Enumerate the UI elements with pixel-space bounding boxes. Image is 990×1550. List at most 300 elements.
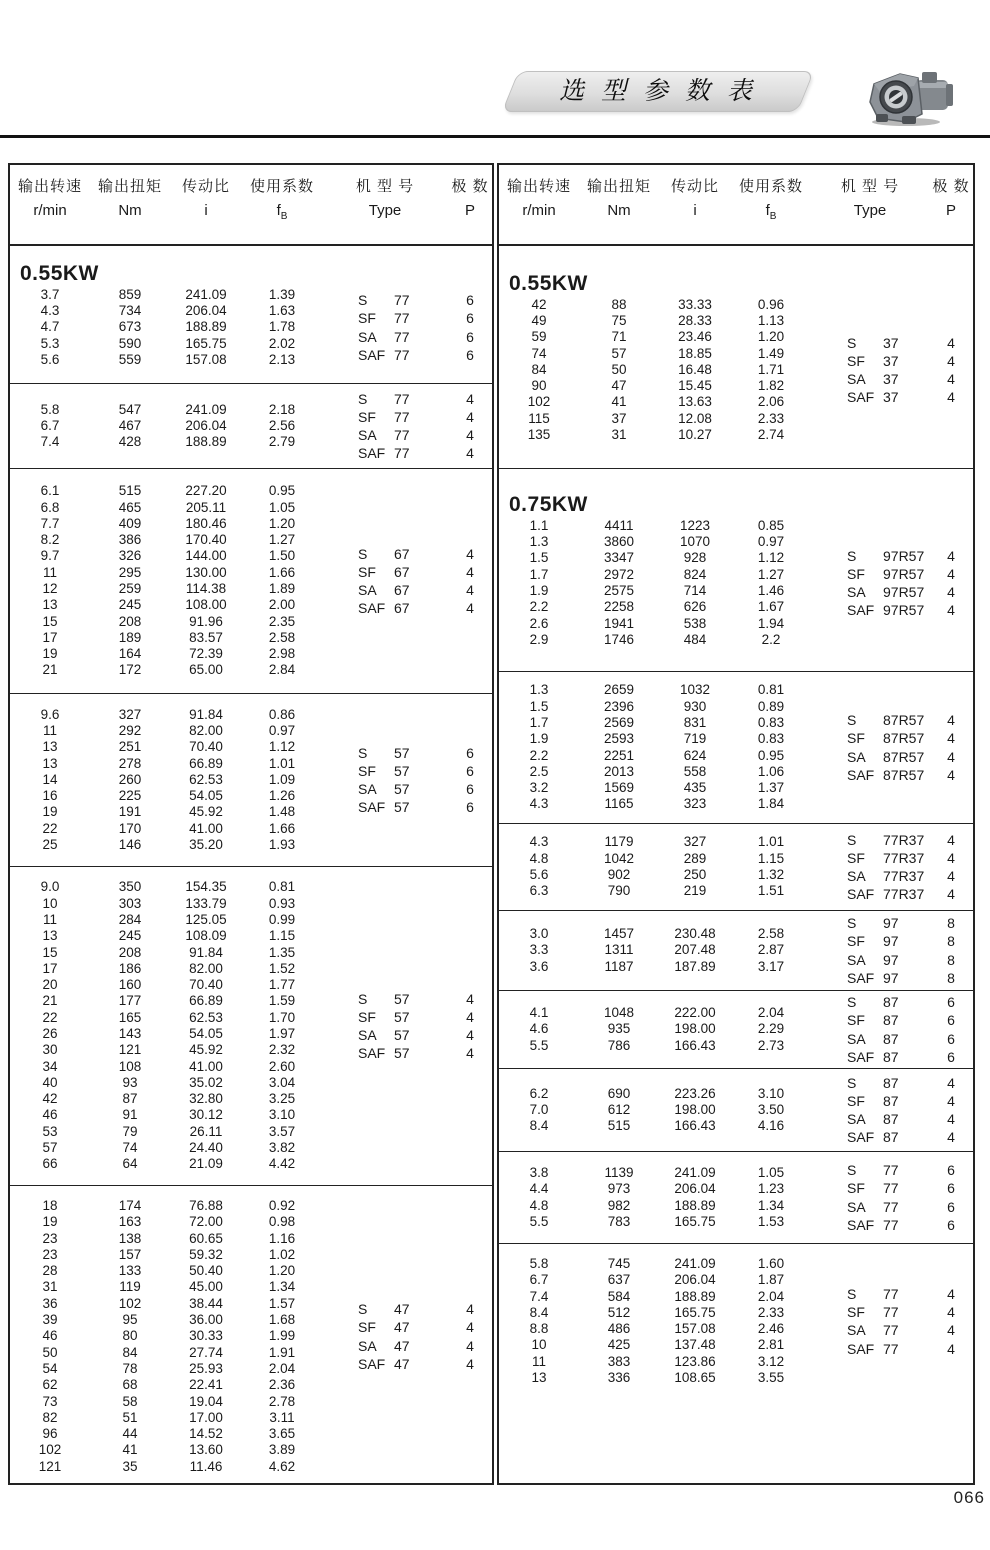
table-block xyxy=(499,910,973,990)
poles-value: 4 xyxy=(947,1322,955,1339)
type-row xyxy=(847,1198,973,1216)
poles-value: 6 xyxy=(466,346,474,363)
service-factor-value: 0.83 xyxy=(757,714,785,730)
ratio-value: 223.26 xyxy=(674,1085,716,1101)
service-factor-value: 1.99 xyxy=(268,1328,296,1344)
type-prefix: S xyxy=(358,545,368,562)
ratio-value: 17.00 xyxy=(189,1409,223,1425)
speed-value: 3.6 xyxy=(529,958,549,974)
type-size: 87 xyxy=(883,1074,899,1091)
service-factor-value: 0.92 xyxy=(268,1198,296,1213)
type-prefix: S xyxy=(847,712,857,729)
ratio-value: 206.04 xyxy=(674,1181,716,1197)
ratio-value: 108.09 xyxy=(185,928,227,944)
speed-value: 5.6 xyxy=(529,867,549,882)
block-body xyxy=(499,830,973,903)
torque-value: 1746 xyxy=(603,631,635,647)
speed-value: 4.3 xyxy=(529,834,549,850)
type-row xyxy=(847,370,973,388)
poles-value: 6 xyxy=(466,799,474,816)
type-prefix: SF xyxy=(847,1304,865,1321)
page-title: 选 型 参 数 表 xyxy=(559,77,757,105)
speed-value: 1.9 xyxy=(529,731,549,747)
ratio-value: 1070 xyxy=(679,534,711,550)
type-prefix: SAF xyxy=(358,445,386,462)
type-size: 87R57 xyxy=(883,730,925,747)
ratio-value: 133.79 xyxy=(185,895,227,911)
speed-value: 26 xyxy=(42,1026,58,1041)
service-factor-value: 2.35 xyxy=(268,613,296,629)
torque-value: 146 xyxy=(118,837,142,853)
type-row xyxy=(847,748,973,766)
torque-value: 78 xyxy=(122,1360,138,1376)
block-body xyxy=(499,518,973,648)
ratio-value: 538 xyxy=(683,615,707,631)
poles-value: 6 xyxy=(947,1198,955,1215)
ratio-value: 289 xyxy=(683,850,707,866)
service-factor-value: 1.71 xyxy=(757,361,785,377)
ratio-value: 41.00 xyxy=(189,820,223,836)
type-prefix: SF xyxy=(358,762,376,779)
service-factor-value: 1.37 xyxy=(757,780,785,796)
service-factor-value: 1.15 xyxy=(757,850,785,866)
type-row xyxy=(847,583,973,601)
speed-value: 9.0 xyxy=(40,879,60,895)
torque-value: 164 xyxy=(118,646,142,662)
torque-value: 170 xyxy=(118,820,142,836)
speed-value: 2.6 xyxy=(529,615,549,631)
type-size: 77R37 xyxy=(883,831,925,848)
type-size: 87 xyxy=(883,1048,899,1065)
service-factor-value: 2.58 xyxy=(757,926,785,942)
data-grid xyxy=(499,1165,811,1230)
type-prefix: S xyxy=(847,547,857,564)
torque-value: 4411 xyxy=(604,517,634,533)
ratio-value: 76.88 xyxy=(189,1198,223,1213)
poles-value: 8 xyxy=(947,933,955,950)
torque-value: 2569 xyxy=(603,714,635,730)
ratio-value: 165.75 xyxy=(674,1213,716,1229)
torque-value: 91 xyxy=(122,1107,138,1123)
type-size: 97 xyxy=(883,969,899,986)
torque-value: 95 xyxy=(122,1312,138,1328)
ratio-value: 123.86 xyxy=(674,1353,716,1369)
block-body xyxy=(10,1198,492,1475)
type-prefix: SAF xyxy=(847,1340,875,1357)
block-body xyxy=(10,287,492,368)
torque-value: 350 xyxy=(118,879,142,895)
service-factor-value: 3.10 xyxy=(757,1085,785,1101)
torque-value: 41 xyxy=(611,394,627,410)
service-factor-value: 2.32 xyxy=(268,1042,296,1058)
type-prefix: SAF xyxy=(358,1355,386,1372)
speed-value: 2.5 xyxy=(529,763,549,779)
block-body xyxy=(499,914,973,987)
speed-value: 135 xyxy=(527,427,551,443)
torque-value: 1165 xyxy=(604,796,634,812)
type-list xyxy=(322,389,492,462)
type-size: 77 xyxy=(394,346,410,363)
ratio-value: 157.08 xyxy=(674,1321,716,1337)
type-size: 97R57 xyxy=(883,602,925,619)
type-prefix: SA xyxy=(358,781,377,798)
ratio-value: 930 xyxy=(683,698,707,714)
type-size: 77 xyxy=(394,328,410,345)
speed-value: 7.4 xyxy=(40,434,60,450)
service-factor-value: 0.85 xyxy=(757,517,785,533)
type-row xyxy=(358,581,492,599)
service-factor-value: 1.87 xyxy=(757,1272,785,1288)
type-row xyxy=(847,711,973,729)
ratio-value: 83.57 xyxy=(189,629,223,645)
type-row xyxy=(358,389,492,407)
service-factor-value: 3.25 xyxy=(268,1091,296,1107)
torque-value: 119 xyxy=(119,1279,141,1295)
poles-value: 6 xyxy=(947,994,955,1011)
ratio-value: 241.09 xyxy=(674,1256,716,1271)
speed-value: 1.9 xyxy=(529,583,549,598)
poles-value: 4 xyxy=(947,831,955,848)
ratio-value: 35.20 xyxy=(189,837,223,853)
speed-value: 8.4 xyxy=(529,1118,549,1134)
ratio-value: 19.04 xyxy=(189,1393,223,1409)
type-size: 77 xyxy=(883,1216,899,1233)
poles-value: 8 xyxy=(947,951,955,968)
speed-value: 39 xyxy=(42,1312,58,1328)
speed-value: 7.0 xyxy=(529,1101,549,1117)
type-row xyxy=(847,1321,973,1339)
service-factor-value: 3.10 xyxy=(268,1107,296,1123)
speed-value: 1.3 xyxy=(529,534,549,550)
poles-value: 6 xyxy=(947,1162,955,1179)
poles-value: 4 xyxy=(947,547,955,564)
type-prefix: SA xyxy=(847,1322,866,1339)
type-row xyxy=(847,1128,973,1146)
torque-value: 973 xyxy=(607,1181,631,1197)
torque-value: 84 xyxy=(122,1344,138,1360)
poles-value: 6 xyxy=(947,1012,955,1029)
ratio-value: 241.09 xyxy=(674,1164,716,1180)
poles-value: 6 xyxy=(947,1216,955,1233)
type-size: 87 xyxy=(883,994,899,1011)
torque-value: 87 xyxy=(122,1091,138,1107)
speed-value: 10 xyxy=(42,895,58,911)
poles-value: 4 xyxy=(947,1285,955,1302)
type-row xyxy=(358,1008,492,1026)
type-size: 87R57 xyxy=(883,712,925,729)
torque-value: 51 xyxy=(122,1409,138,1425)
service-factor-value: 1.05 xyxy=(757,1164,785,1180)
service-factor-value: 1.82 xyxy=(757,378,785,394)
torque-value: 143 xyxy=(118,1026,142,1041)
type-row xyxy=(847,1048,973,1066)
service-factor-value: 1.23 xyxy=(757,1181,785,1197)
type-row xyxy=(358,1044,492,1062)
type-prefix: SF xyxy=(358,408,376,425)
torque-value: 637 xyxy=(607,1272,631,1288)
type-size: 77 xyxy=(883,1340,899,1357)
type-prefix: SF xyxy=(847,730,865,747)
speed-value: 59 xyxy=(531,329,547,345)
type-prefix: SA xyxy=(847,1198,866,1215)
poles-value: 8 xyxy=(947,915,955,932)
speed-value: 5.8 xyxy=(529,1256,549,1271)
type-prefix: SAF xyxy=(358,346,386,363)
poles-value: 8 xyxy=(947,969,955,986)
speed-value: 90 xyxy=(531,378,547,394)
speed-value: 6.2 xyxy=(529,1085,549,1101)
torque-value: 121 xyxy=(118,1042,142,1058)
type-prefix: SA xyxy=(358,1027,377,1044)
poles-value: 4 xyxy=(947,1111,955,1128)
poles-value: 6 xyxy=(947,1180,955,1197)
service-factor-value: 1.06 xyxy=(757,763,785,779)
speed-value: 23 xyxy=(42,1246,58,1262)
type-row xyxy=(358,1318,492,1336)
type-size: 57 xyxy=(394,744,410,761)
speed-value: 73 xyxy=(42,1393,58,1409)
type-prefix: SF xyxy=(847,565,865,582)
speed-value: 22 xyxy=(42,1009,58,1025)
service-factor-value: 0.83 xyxy=(757,731,785,747)
data-grid xyxy=(10,879,322,1172)
ratio-value: 198.00 xyxy=(674,1101,716,1117)
ratio-value: 14.52 xyxy=(189,1426,223,1442)
service-factor-value: 2.18 xyxy=(268,401,296,417)
ratio-value: 11.46 xyxy=(189,1458,223,1474)
ratio-value: 54.05 xyxy=(189,1026,223,1041)
speed-value: 17 xyxy=(42,960,58,976)
type-size: 87 xyxy=(883,1111,899,1128)
ratio-value: 230.48 xyxy=(674,926,716,942)
torque-value: 31 xyxy=(611,427,627,443)
speed-value: 8.8 xyxy=(529,1321,549,1337)
type-prefix: SF xyxy=(358,310,376,327)
type-size: 77 xyxy=(883,1304,899,1321)
torque-value: 2593 xyxy=(603,731,635,747)
speed-value: 3.3 xyxy=(529,942,549,958)
service-factor-value: 1.20 xyxy=(757,329,785,345)
col-header-ratio: 传动比 i xyxy=(181,178,230,219)
type-prefix: S xyxy=(358,390,368,407)
ratio-value: 624 xyxy=(683,747,707,763)
speed-value: 5.5 xyxy=(529,1213,549,1229)
poles-value: 4 xyxy=(947,1092,955,1109)
poles-value: 4 xyxy=(466,1045,474,1062)
type-list xyxy=(811,711,973,784)
type-size: 87 xyxy=(883,1012,899,1029)
service-factor-value: 4.62 xyxy=(268,1458,296,1474)
ratio-value: 25.93 xyxy=(189,1360,223,1376)
page-number: 066 xyxy=(953,1488,985,1507)
ratio-value: 323 xyxy=(683,796,707,812)
service-factor-value: 3.50 xyxy=(757,1101,785,1117)
type-row xyxy=(358,563,492,581)
poles-value: 4 xyxy=(466,563,474,580)
ratio-value: 170.40 xyxy=(185,532,227,548)
speed-value: 74 xyxy=(531,345,547,361)
ratio-value: 1223 xyxy=(679,517,711,533)
type-size: 77 xyxy=(883,1198,899,1215)
type-prefix: SAF xyxy=(358,799,386,816)
poles-value: 4 xyxy=(947,730,955,747)
speed-value: 21 xyxy=(42,662,58,678)
poles-value: 4 xyxy=(947,868,955,885)
torque-value: 1941 xyxy=(603,615,635,631)
poles-value: 6 xyxy=(466,328,474,345)
service-factor-value: 0.97 xyxy=(757,534,785,550)
torque-value: 902 xyxy=(607,867,631,882)
torque-value: 41 xyxy=(122,1442,138,1458)
service-factor-value: 1.52 xyxy=(268,960,296,976)
service-factor-value: 1.16 xyxy=(268,1230,296,1246)
ratio-value: 82.00 xyxy=(189,722,223,738)
torque-value: 102 xyxy=(118,1295,142,1311)
type-row xyxy=(847,546,973,564)
type-size: 77 xyxy=(394,292,410,309)
ratio-value: 24.40 xyxy=(189,1140,223,1156)
ratio-value: 188.89 xyxy=(185,434,227,450)
type-row xyxy=(847,1073,973,1091)
ratio-value: 12.08 xyxy=(678,410,712,426)
ratio-value: 831 xyxy=(683,714,707,730)
table-body xyxy=(499,246,973,1483)
service-factor-value: 1.34 xyxy=(757,1197,785,1213)
parameter-table-left xyxy=(8,163,494,1485)
torque-value: 3347 xyxy=(603,550,635,566)
service-factor-value: 3.17 xyxy=(757,958,785,974)
type-list xyxy=(811,914,973,987)
ratio-value: 13.60 xyxy=(189,1442,223,1458)
ratio-value: 227.20 xyxy=(185,483,227,499)
type-prefix: SF xyxy=(847,1092,865,1109)
ratio-value: 114.38 xyxy=(185,581,227,596)
poles-value: 4 xyxy=(947,1129,955,1146)
ratio-value: 70.40 xyxy=(189,739,223,755)
poles-value: 6 xyxy=(947,1048,955,1065)
speed-value: 4.3 xyxy=(529,796,549,812)
ratio-value: 207.48 xyxy=(674,942,716,958)
service-factor-value: 1.60 xyxy=(757,1256,785,1271)
service-factor-value: 3.04 xyxy=(268,1074,296,1090)
ratio-value: 13.63 xyxy=(678,394,712,410)
type-row xyxy=(847,1030,973,1048)
power-rating-label: 0.75KW xyxy=(509,492,588,516)
parameter-table-right xyxy=(497,163,975,1485)
table-block xyxy=(499,468,973,671)
speed-value: 6.1 xyxy=(40,483,60,499)
ratio-value: 91.84 xyxy=(189,706,223,722)
speed-value: 102 xyxy=(38,1442,62,1458)
torque-value: 1048 xyxy=(603,1005,635,1021)
poles-value: 4 xyxy=(947,352,955,369)
service-factor-value: 2.56 xyxy=(268,417,296,433)
table-block xyxy=(10,1185,492,1483)
type-prefix: S xyxy=(847,334,857,351)
speed-value: 20 xyxy=(42,977,58,993)
torque-value: 208 xyxy=(118,944,142,960)
type-row xyxy=(358,743,492,761)
type-row xyxy=(358,309,492,327)
service-factor-value: 2.29 xyxy=(757,1021,785,1037)
type-prefix: SAF xyxy=(847,1048,875,1065)
power-rating-label: 0.55KW xyxy=(20,261,99,285)
speed-value: 1.5 xyxy=(529,550,549,566)
speed-value: 2.2 xyxy=(529,747,549,763)
ratio-value: 157.08 xyxy=(185,351,227,367)
speed-value: 1.7 xyxy=(529,714,549,730)
torque-value: 303 xyxy=(118,895,142,911)
speed-value: 2.2 xyxy=(529,599,549,615)
block-body xyxy=(499,1073,973,1146)
service-factor-value: 2.46 xyxy=(757,1321,785,1337)
torque-value: 2396 xyxy=(603,698,635,714)
ratio-value: 62.53 xyxy=(189,771,223,787)
speed-value: 4.8 xyxy=(529,850,549,866)
poles-value: 4 xyxy=(466,990,474,1007)
speed-value: 18 xyxy=(42,1198,58,1213)
ratio-value: 66.89 xyxy=(189,993,223,1009)
table-block xyxy=(499,671,973,823)
speed-value: 66 xyxy=(42,1156,58,1172)
speed-value: 7.7 xyxy=(40,515,60,531)
torque-value: 486 xyxy=(607,1321,631,1337)
poles-value: 4 xyxy=(947,389,955,406)
service-factor-value: 1.93 xyxy=(268,837,296,853)
service-factor-value: 0.99 xyxy=(268,911,296,927)
torque-value: 515 xyxy=(607,1118,631,1134)
type-prefix: S xyxy=(847,1074,857,1091)
type-prefix: SAF xyxy=(358,1045,386,1062)
torque-value: 734 xyxy=(118,303,142,319)
torque-value: 295 xyxy=(118,564,142,580)
block-body xyxy=(499,993,973,1066)
poles-value: 4 xyxy=(466,408,474,425)
block-body xyxy=(10,879,492,1172)
torque-value: 386 xyxy=(118,532,142,548)
type-row xyxy=(358,989,492,1007)
poles-value: 4 xyxy=(466,445,474,462)
data-grid xyxy=(499,834,811,899)
speed-value: 22 xyxy=(42,820,58,836)
speed-value: 11 xyxy=(531,1353,546,1369)
poles-value: 4 xyxy=(947,712,955,729)
speed-value: 10 xyxy=(531,1337,547,1353)
poles-value: 4 xyxy=(947,584,955,601)
speed-value: 11 xyxy=(42,564,57,580)
service-factor-value: 0.93 xyxy=(268,895,296,911)
speed-value: 4.3 xyxy=(40,303,60,319)
torque-value: 590 xyxy=(118,335,142,351)
ratio-value: 35.02 xyxy=(189,1074,223,1090)
torque-value: 35 xyxy=(122,1458,138,1474)
type-list xyxy=(322,989,492,1062)
ratio-value: 70.40 xyxy=(189,977,223,993)
service-factor-value: 1.48 xyxy=(268,804,296,820)
ratio-value: 108.00 xyxy=(185,597,227,613)
type-prefix: S xyxy=(358,292,368,309)
torque-value: 133 xyxy=(118,1263,142,1279)
torque-value: 547 xyxy=(118,401,142,417)
service-factor-value: 1.26 xyxy=(268,788,296,804)
service-factor-value: 1.66 xyxy=(268,820,296,836)
ratio-value: 222.00 xyxy=(674,1005,716,1021)
speed-value: 21 xyxy=(42,993,58,1009)
ratio-value: 91.84 xyxy=(189,944,223,960)
service-factor-value: 1.51 xyxy=(757,883,785,899)
col-header-speed: 输出转速 r/min xyxy=(506,178,571,219)
speed-value: 57 xyxy=(42,1140,58,1156)
